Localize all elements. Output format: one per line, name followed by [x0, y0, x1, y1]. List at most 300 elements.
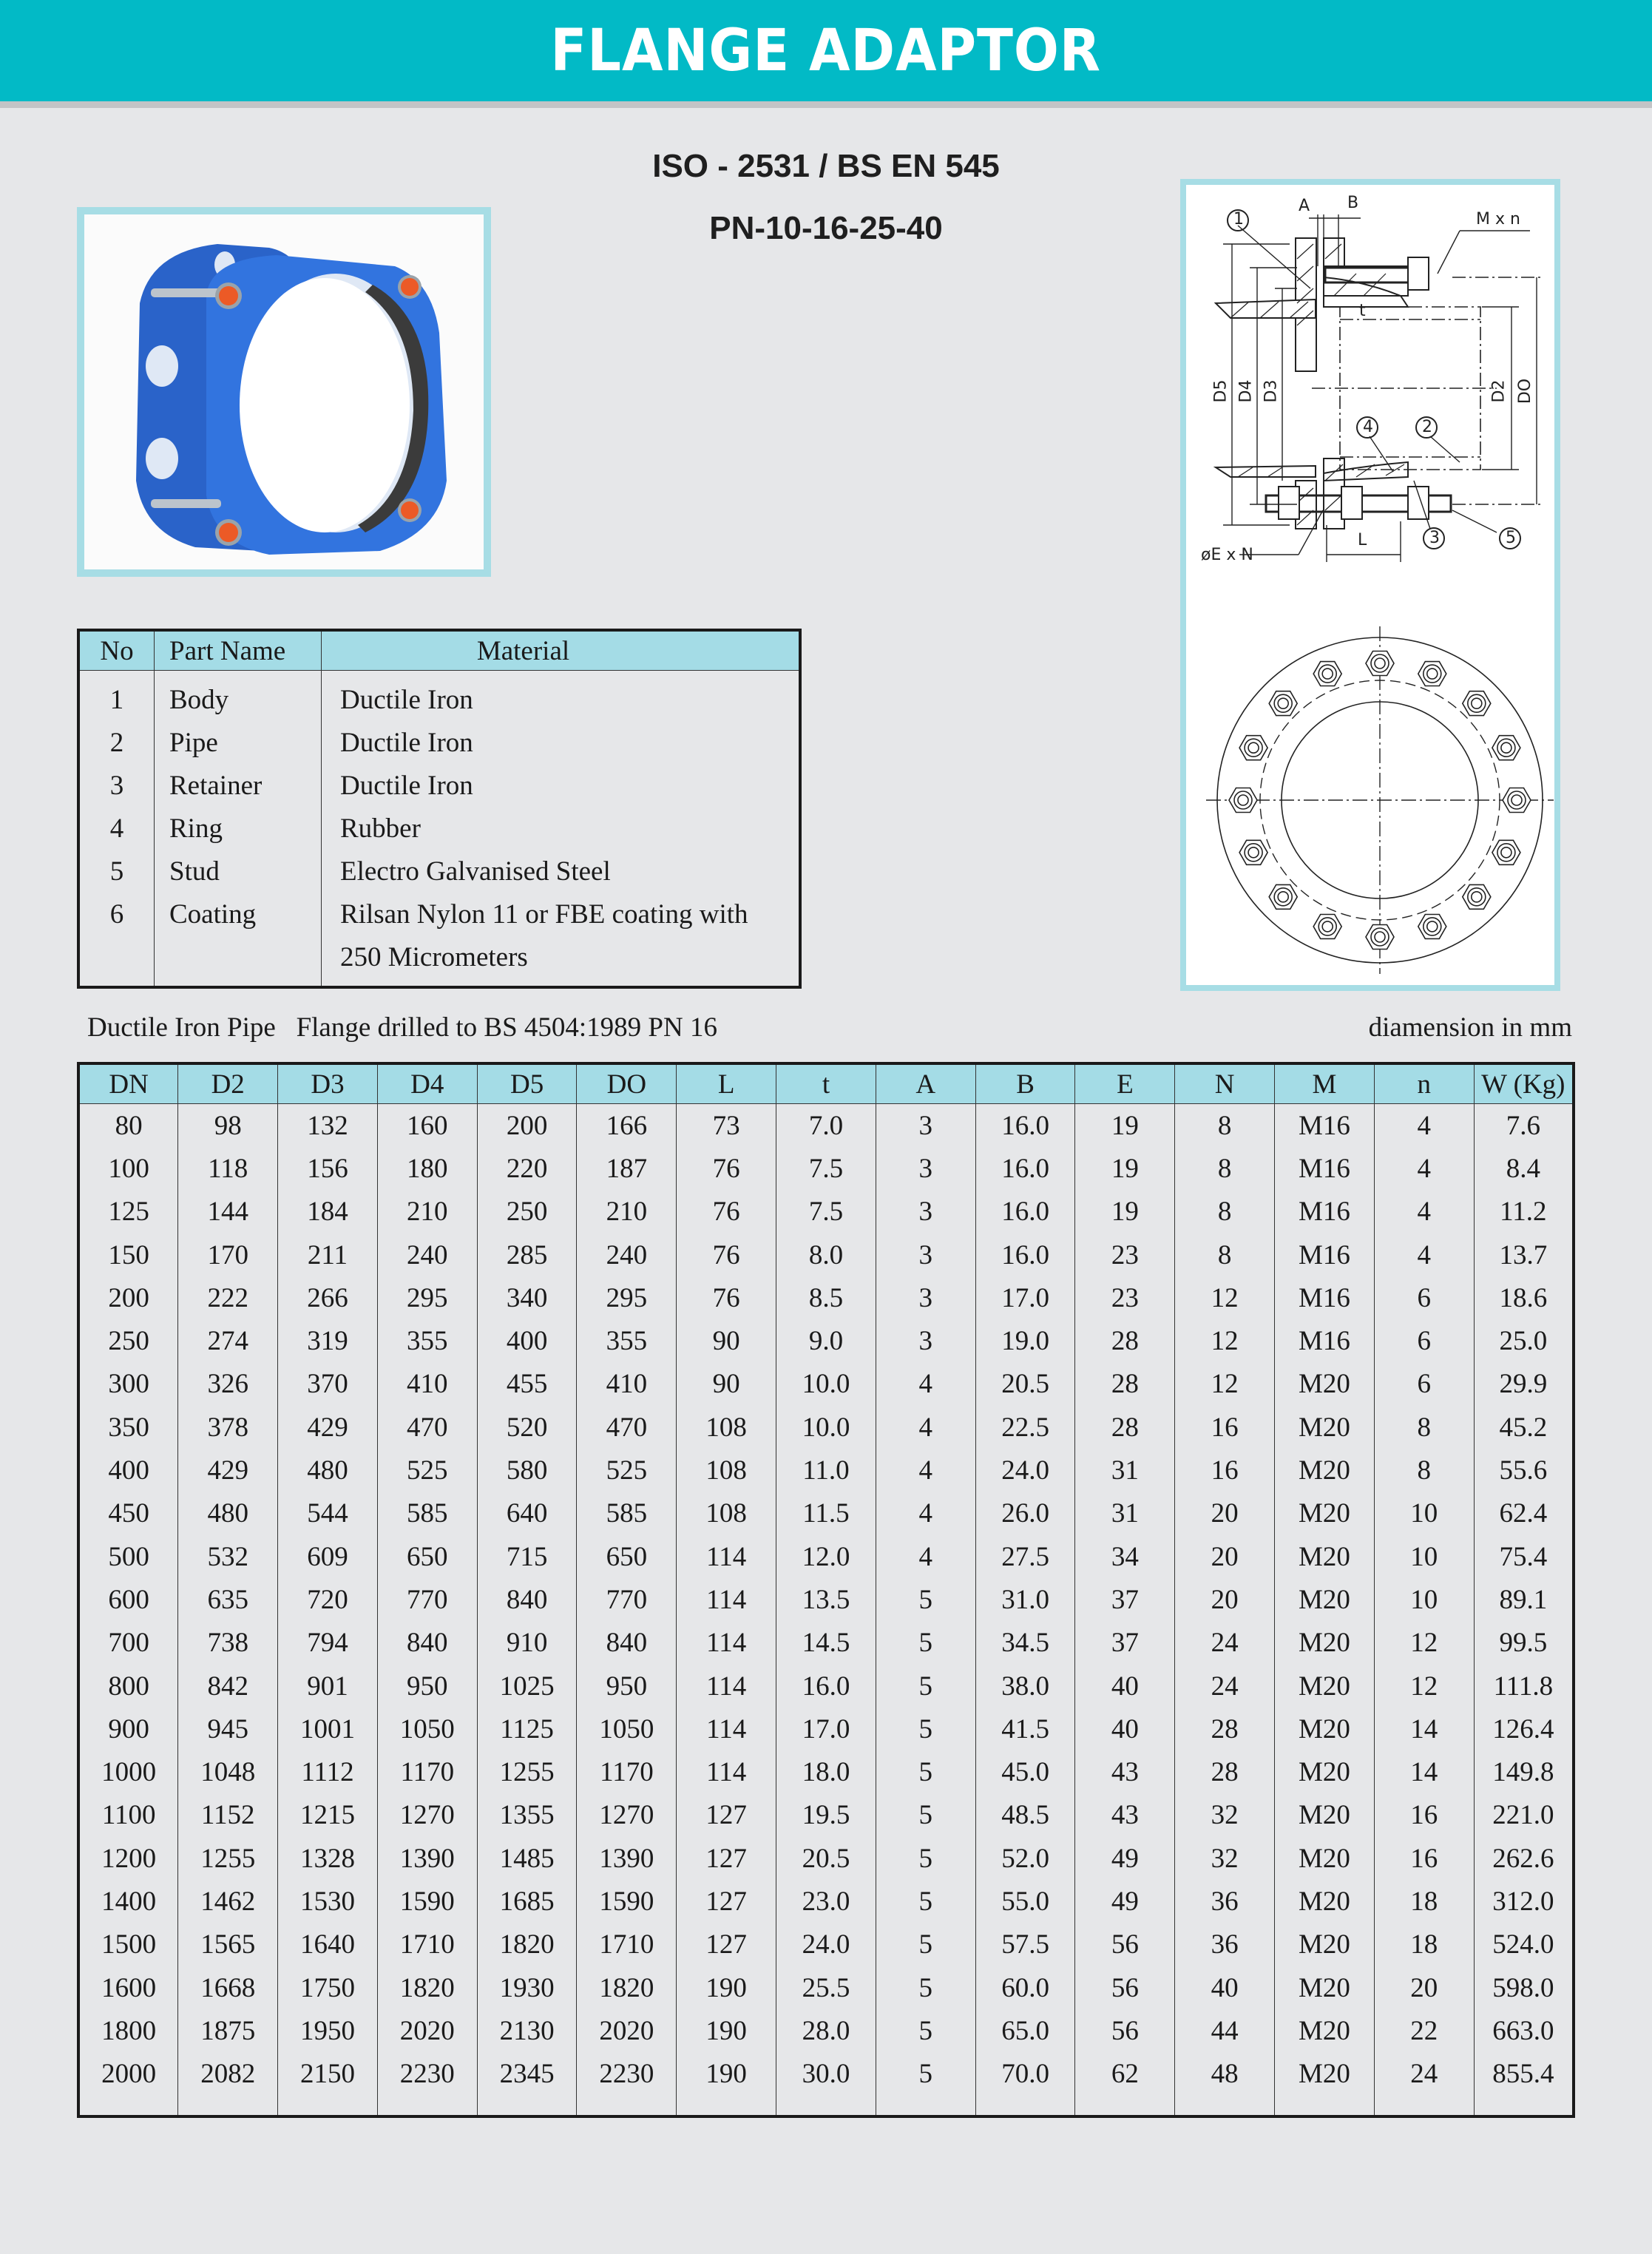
flange-adaptor-illustration	[84, 214, 484, 569]
cell-t: 24.0	[776, 1923, 876, 1966]
cell-m: M16	[1275, 1233, 1375, 1276]
cell-w-kg: 45.2	[1474, 1406, 1574, 1449]
cell-a: 5	[876, 1966, 975, 2009]
cell-d4: 650	[377, 1535, 477, 1578]
cell-d5: 1930	[477, 1966, 577, 2009]
cell-d4: 525	[377, 1449, 477, 1492]
dimension-table-row	[78, 1923, 1574, 1966]
cell-d3: 132	[278, 1104, 378, 1148]
bolt-hole-icon	[1269, 884, 1297, 909]
cell-w-kg: 29.9	[1474, 1363, 1574, 1406]
column-header-e: E	[1075, 1063, 1175, 1104]
cell-d4: 1590	[377, 1880, 477, 1923]
cell-t: 13.5	[776, 1578, 876, 1621]
cell-n: 14	[1374, 1750, 1474, 1793]
cell-a: 3	[876, 1104, 975, 1148]
cell-n: 32	[1175, 1837, 1275, 1880]
cell-d5: 400	[477, 1319, 577, 1362]
cell-dn: 900	[78, 1708, 178, 1750]
cell-n: 18	[1374, 1880, 1474, 1923]
cell-n: 16	[1175, 1406, 1275, 1449]
dimension-table-row	[78, 1665, 1574, 1708]
cell-n: 6	[1374, 1363, 1474, 1406]
cell-do: 525	[577, 1449, 677, 1492]
cell-n: 28	[1175, 1750, 1275, 1793]
cell-d5: 840	[477, 1578, 577, 1621]
cell-w-kg: 312.0	[1474, 1880, 1574, 1923]
cell-d3: 480	[278, 1449, 378, 1492]
cell-d2: 1875	[178, 2009, 278, 2052]
cell-d3: 544	[278, 1492, 378, 1535]
cell-a: 3	[876, 1276, 975, 1319]
cell-d5: 1820	[477, 1923, 577, 1966]
balloon-1-label: 1	[1233, 210, 1244, 229]
cell-dn: 250	[78, 1319, 178, 1362]
cell-m: M20	[1275, 1363, 1375, 1406]
cell-d2: 118	[178, 1147, 278, 1190]
part-name	[155, 935, 322, 987]
stud-cap	[401, 501, 419, 519]
part-name: Ring	[155, 807, 322, 850]
cell-b: 16.0	[975, 1147, 1075, 1190]
dimension-table-row	[78, 1191, 1574, 1233]
cell-d2: 532	[178, 1535, 278, 1578]
parts-table-row	[78, 671, 800, 722]
dimension-table-row	[78, 1880, 1574, 1923]
column-header-d4: D4	[377, 1063, 477, 1104]
cell-dn: 1500	[78, 1923, 178, 1966]
dimension-table-row	[78, 1750, 1574, 1793]
balloon-2-label: 2	[1422, 418, 1432, 436]
dim-do-label: DO	[1516, 378, 1535, 405]
cell-n: 14	[1374, 1708, 1474, 1750]
bolt-hole-icon	[1418, 662, 1446, 686]
cell-n: 24	[1175, 1622, 1275, 1665]
cell-do: 1590	[577, 1880, 677, 1923]
cell-w-kg: 89.1	[1474, 1578, 1574, 1621]
cell-w-kg: 598.0	[1474, 1966, 1574, 2009]
cell-d2: 98	[178, 1104, 278, 1148]
cell-d2: 1668	[178, 1966, 278, 2009]
part-material: Ductile Iron	[322, 671, 801, 722]
cell-l: 90	[677, 1363, 776, 1406]
parts-table-row	[78, 893, 800, 935]
cell-n: 36	[1175, 1923, 1275, 1966]
cell-l: 190	[677, 1966, 776, 2009]
cell-a: 5	[876, 1837, 975, 1880]
cell-d2: 945	[178, 1708, 278, 1750]
cell-dn: 300	[78, 1363, 178, 1406]
cell-l: 114	[677, 1578, 776, 1621]
cell-a: 4	[876, 1492, 975, 1535]
cell-m: M16	[1275, 1276, 1375, 1319]
cell-b: 65.0	[975, 2009, 1075, 2052]
cell-n: 10	[1374, 1535, 1474, 1578]
cell-l: 114	[677, 1750, 776, 1793]
cell-n: 24	[1175, 1665, 1275, 1708]
cell-w-kg: 99.5	[1474, 1622, 1574, 1665]
stud-cap	[219, 523, 238, 542]
dim-d4-label: D4	[1236, 379, 1256, 403]
cell-d3: 2150	[278, 2053, 378, 2116]
cell-l: 114	[677, 1535, 776, 1578]
cell-a: 3	[876, 1319, 975, 1362]
cell-dn: 450	[78, 1492, 178, 1535]
cell-dn: 125	[78, 1191, 178, 1233]
cell-a: 4	[876, 1363, 975, 1406]
cell-d4: 470	[377, 1406, 477, 1449]
cell-d3: 609	[278, 1535, 378, 1578]
cell-m: M20	[1275, 1449, 1375, 1492]
cell-do: 210	[577, 1191, 677, 1233]
dimension-table-header	[78, 1063, 1574, 1104]
cell-n: 12	[1374, 1665, 1474, 1708]
part-name: Body	[155, 671, 322, 722]
cell-dn: 100	[78, 1147, 178, 1190]
cell-t: 10.0	[776, 1363, 876, 1406]
part-material: Ductile Iron	[322, 764, 801, 807]
column-header-n: N	[1175, 1063, 1275, 1104]
part-name: Retainer	[155, 764, 322, 807]
cell-do: 840	[577, 1622, 677, 1665]
part-name: Pipe	[155, 721, 322, 764]
bolt-hole-icon	[1366, 652, 1394, 676]
bolt-hole-icon	[1503, 788, 1531, 813]
parts-table-row	[78, 721, 800, 764]
cell-n: 44	[1175, 2009, 1275, 2052]
cell-e: 31	[1075, 1492, 1175, 1535]
cell-d2: 222	[178, 1276, 278, 1319]
cell-d4: 2230	[377, 2053, 477, 2116]
cell-b: 34.5	[975, 1622, 1075, 1665]
dimension-table-row	[78, 1319, 1574, 1362]
dimension-table-row	[78, 1535, 1574, 1578]
cell-d4: 585	[377, 1492, 477, 1535]
cell-do: 240	[577, 1233, 677, 1276]
cell-e: 43	[1075, 1794, 1175, 1837]
cell-b: 17.0	[975, 1276, 1075, 1319]
cell-l: 127	[677, 1923, 776, 1966]
cell-w-kg: 149.8	[1474, 1750, 1574, 1793]
product-photo-frame	[77, 207, 491, 577]
cell-n: 20	[1374, 1966, 1474, 2009]
cell-t: 19.5	[776, 1794, 876, 1837]
cell-d5: 2345	[477, 2053, 577, 2116]
cell-n: 20	[1175, 1535, 1275, 1578]
cell-b: 60.0	[975, 1966, 1075, 2009]
cell-l: 190	[677, 2009, 776, 2052]
cell-w-kg: 8.4	[1474, 1147, 1574, 1190]
cell-l: 114	[677, 1622, 776, 1665]
column-header-n: n	[1374, 1063, 1474, 1104]
banner-divider	[0, 101, 1652, 108]
cell-w-kg: 18.6	[1474, 1276, 1574, 1319]
bolt-hole-icon	[1313, 662, 1341, 686]
dimension-table-row	[78, 1104, 1574, 1148]
cell-d2: 170	[178, 1233, 278, 1276]
dimension-table-row	[78, 1708, 1574, 1750]
bolt-hole-icon	[1366, 925, 1394, 950]
cell-n: 28	[1175, 1708, 1275, 1750]
cell-d2: 1152	[178, 1794, 278, 1837]
cell-do: 470	[577, 1406, 677, 1449]
cell-n: 20	[1175, 1492, 1275, 1535]
part-material: Electro Galvanised Steel	[322, 850, 801, 893]
cell-dn: 350	[78, 1406, 178, 1449]
cell-a: 3	[876, 1147, 975, 1190]
dimension-table-row	[78, 1622, 1574, 1665]
part-number: 5	[78, 850, 155, 893]
cell-m: M20	[1275, 1923, 1375, 1966]
part-number: 4	[78, 807, 155, 850]
dim-mxn-label: M x n	[1476, 210, 1520, 229]
balloon-4-label: 4	[1363, 418, 1373, 436]
cell-m: M20	[1275, 1880, 1375, 1923]
cell-n: 8	[1374, 1449, 1474, 1492]
cell-do: 410	[577, 1363, 677, 1406]
cell-n: 10	[1374, 1578, 1474, 1621]
cell-l: 76	[677, 1233, 776, 1276]
cell-dn: 80	[78, 1104, 178, 1148]
dimension-table-row	[78, 1966, 1574, 2009]
dimension-table	[77, 1062, 1575, 2118]
cell-d4: 950	[377, 1665, 477, 1708]
dimension-table-row	[78, 1837, 1574, 1880]
cell-w-kg: 13.7	[1474, 1233, 1574, 1276]
cell-a: 5	[876, 1750, 975, 1793]
cell-dn: 600	[78, 1578, 178, 1621]
cell-m: M16	[1275, 1147, 1375, 1190]
cell-dn: 1600	[78, 1966, 178, 2009]
cell-l: 190	[677, 2053, 776, 2116]
cell-d2: 842	[178, 1665, 278, 1708]
cell-e: 56	[1075, 1966, 1175, 2009]
cell-d3: 901	[278, 1665, 378, 1708]
cell-m: M16	[1275, 1319, 1375, 1362]
cell-e: 19	[1075, 1147, 1175, 1190]
cell-dn: 1400	[78, 1880, 178, 1923]
cell-m: M16	[1275, 1104, 1375, 1148]
cell-n: 8	[1175, 1233, 1275, 1276]
cell-a: 3	[876, 1191, 975, 1233]
cell-d2: 326	[178, 1363, 278, 1406]
cell-n: 12	[1175, 1363, 1275, 1406]
cell-t: 11.0	[776, 1449, 876, 1492]
dimension-table-row	[78, 2009, 1574, 2052]
cell-t: 8.0	[776, 1233, 876, 1276]
cell-e: 40	[1075, 1665, 1175, 1708]
cell-e: 62	[1075, 2053, 1175, 2116]
cell-d4: 1050	[377, 1708, 477, 1750]
part-number	[78, 935, 155, 987]
cell-a: 5	[876, 1794, 975, 1837]
part-number: 2	[78, 721, 155, 764]
cell-d3: 370	[278, 1363, 378, 1406]
cell-e: 34	[1075, 1535, 1175, 1578]
column-header-dn: DN	[78, 1063, 178, 1104]
cell-d3: 1112	[278, 1750, 378, 1793]
part-material: Ductile Iron	[322, 721, 801, 764]
cell-l: 76	[677, 1276, 776, 1319]
cell-do: 1710	[577, 1923, 677, 1966]
cell-n: 4	[1374, 1191, 1474, 1233]
cell-e: 37	[1075, 1578, 1175, 1621]
cell-d3: 1750	[278, 1966, 378, 2009]
cell-t: 23.0	[776, 1880, 876, 1923]
cell-d3: 1640	[278, 1923, 378, 1966]
dim-a-label: A	[1299, 197, 1310, 215]
cell-d2: 1048	[178, 1750, 278, 1793]
cell-d5: 1255	[477, 1750, 577, 1793]
cell-n: 12	[1175, 1276, 1275, 1319]
dimension-table-row	[78, 1578, 1574, 1621]
cell-b: 57.5	[975, 1923, 1075, 1966]
stud-cap	[401, 278, 419, 296]
cell-d4: 180	[377, 1147, 477, 1190]
dim-d2-label: D2	[1489, 379, 1509, 403]
cell-d3: 156	[278, 1147, 378, 1190]
dimension-table-row	[78, 1794, 1574, 1837]
column-header-material: Material	[322, 630, 801, 671]
title-banner	[0, 0, 1652, 101]
cell-l: 108	[677, 1406, 776, 1449]
dimension-table-row	[78, 1147, 1574, 1190]
column-header-do: DO	[577, 1063, 677, 1104]
part-name: Stud	[155, 850, 322, 893]
dim-l-label: L	[1358, 531, 1367, 549]
cell-b: 26.0	[975, 1492, 1075, 1535]
cell-b: 55.0	[975, 1880, 1075, 1923]
cell-n: 16	[1374, 1794, 1474, 1837]
cell-do: 295	[577, 1276, 677, 1319]
cell-e: 40	[1075, 1708, 1175, 1750]
column-header-m: M	[1275, 1063, 1375, 1104]
cell-dn: 1200	[78, 1837, 178, 1880]
cell-t: 7.5	[776, 1147, 876, 1190]
cell-d4: 1820	[377, 1966, 477, 2009]
cell-a: 5	[876, 1578, 975, 1621]
cell-d4: 2020	[377, 2009, 477, 2052]
cell-a: 4	[876, 1449, 975, 1492]
cell-w-kg: 25.0	[1474, 1319, 1574, 1362]
cell-n: 32	[1175, 1794, 1275, 1837]
cell-e: 28	[1075, 1363, 1175, 1406]
parts-table-row	[78, 764, 800, 807]
cell-d4: 1710	[377, 1923, 477, 1966]
cell-d5: 250	[477, 1191, 577, 1233]
bolt-hole-icon	[1492, 840, 1520, 864]
cell-l: 127	[677, 1794, 776, 1837]
bolt-hole-icon	[1492, 736, 1520, 760]
column-header-d5: D5	[477, 1063, 577, 1104]
cell-n: 16	[1175, 1449, 1275, 1492]
cell-d5: 715	[477, 1535, 577, 1578]
cell-d3: 319	[278, 1319, 378, 1362]
cell-e: 23	[1075, 1276, 1175, 1319]
cell-n: 18	[1374, 1923, 1474, 1966]
cell-d4: 355	[377, 1319, 477, 1362]
cell-d3: 429	[278, 1406, 378, 1449]
cell-dn: 150	[78, 1233, 178, 1276]
cell-n: 16	[1374, 1837, 1474, 1880]
dimension-table-row	[78, 2053, 1574, 2116]
cell-w-kg: 663.0	[1474, 2009, 1574, 2052]
cell-a: 5	[876, 1665, 975, 1708]
cell-do: 1270	[577, 1794, 677, 1837]
cell-t: 14.5	[776, 1622, 876, 1665]
cell-n: 12	[1175, 1319, 1275, 1362]
cell-w-kg: 262.6	[1474, 1837, 1574, 1880]
cell-b: 27.5	[975, 1535, 1075, 1578]
cell-m: M20	[1275, 1966, 1375, 2009]
cell-l: 127	[677, 1837, 776, 1880]
cell-t: 7.5	[776, 1191, 876, 1233]
cell-n: 6	[1374, 1319, 1474, 1362]
bolt-hole-icon	[1418, 915, 1446, 939]
cell-n: 8	[1175, 1104, 1275, 1148]
cell-dn: 400	[78, 1449, 178, 1492]
cell-a: 4	[876, 1406, 975, 1449]
cell-d2: 738	[178, 1622, 278, 1665]
cell-b: 45.0	[975, 1750, 1075, 1793]
cell-d2: 144	[178, 1191, 278, 1233]
cell-w-kg: 221.0	[1474, 1794, 1574, 1837]
cell-m: M20	[1275, 1535, 1375, 1578]
cell-t: 10.0	[776, 1406, 876, 1449]
cell-d3: 1530	[278, 1880, 378, 1923]
cell-a: 5	[876, 2009, 975, 2052]
cell-dn: 2000	[78, 2053, 178, 2116]
cell-dn: 200	[78, 1276, 178, 1319]
column-header-d2: D2	[178, 1063, 278, 1104]
cell-do: 187	[577, 1147, 677, 1190]
cell-d4: 840	[377, 1622, 477, 1665]
cell-m: M20	[1275, 1708, 1375, 1750]
balloon-3-label: 3	[1429, 529, 1440, 547]
cell-n: 48	[1175, 2053, 1275, 2116]
cell-t: 25.5	[776, 1966, 876, 2009]
cell-n: 8	[1175, 1191, 1275, 1233]
cell-d2: 274	[178, 1319, 278, 1362]
cell-d4: 770	[377, 1578, 477, 1621]
cell-d4: 1270	[377, 1794, 477, 1837]
cell-l: 114	[677, 1665, 776, 1708]
cell-d5: 1355	[477, 1794, 577, 1837]
cell-do: 950	[577, 1665, 677, 1708]
balloon-5-label: 5	[1506, 529, 1516, 547]
cell-l: 108	[677, 1449, 776, 1492]
dimension-table-row	[78, 1406, 1574, 1449]
cell-a: 5	[876, 2053, 975, 2116]
cell-do: 355	[577, 1319, 677, 1362]
dimension-table-row	[78, 1492, 1574, 1535]
bolt-hole-icon	[1463, 884, 1491, 909]
cell-w-kg: 11.2	[1474, 1191, 1574, 1233]
cell-e: 19	[1075, 1104, 1175, 1148]
cell-b: 20.5	[975, 1363, 1075, 1406]
bolt-hole-icon	[1239, 840, 1267, 864]
cell-d2: 635	[178, 1578, 278, 1621]
cell-b: 41.5	[975, 1708, 1075, 1750]
cell-d3: 720	[278, 1578, 378, 1621]
dim-t-label: t	[1359, 302, 1366, 320]
bolt-hole-icon	[1229, 788, 1257, 813]
cell-d3: 211	[278, 1233, 378, 1276]
cell-e: 56	[1075, 1923, 1175, 1966]
dimension-table-row	[78, 1276, 1574, 1319]
cell-n: 8	[1175, 1147, 1275, 1190]
cell-dn: 1000	[78, 1750, 178, 1793]
